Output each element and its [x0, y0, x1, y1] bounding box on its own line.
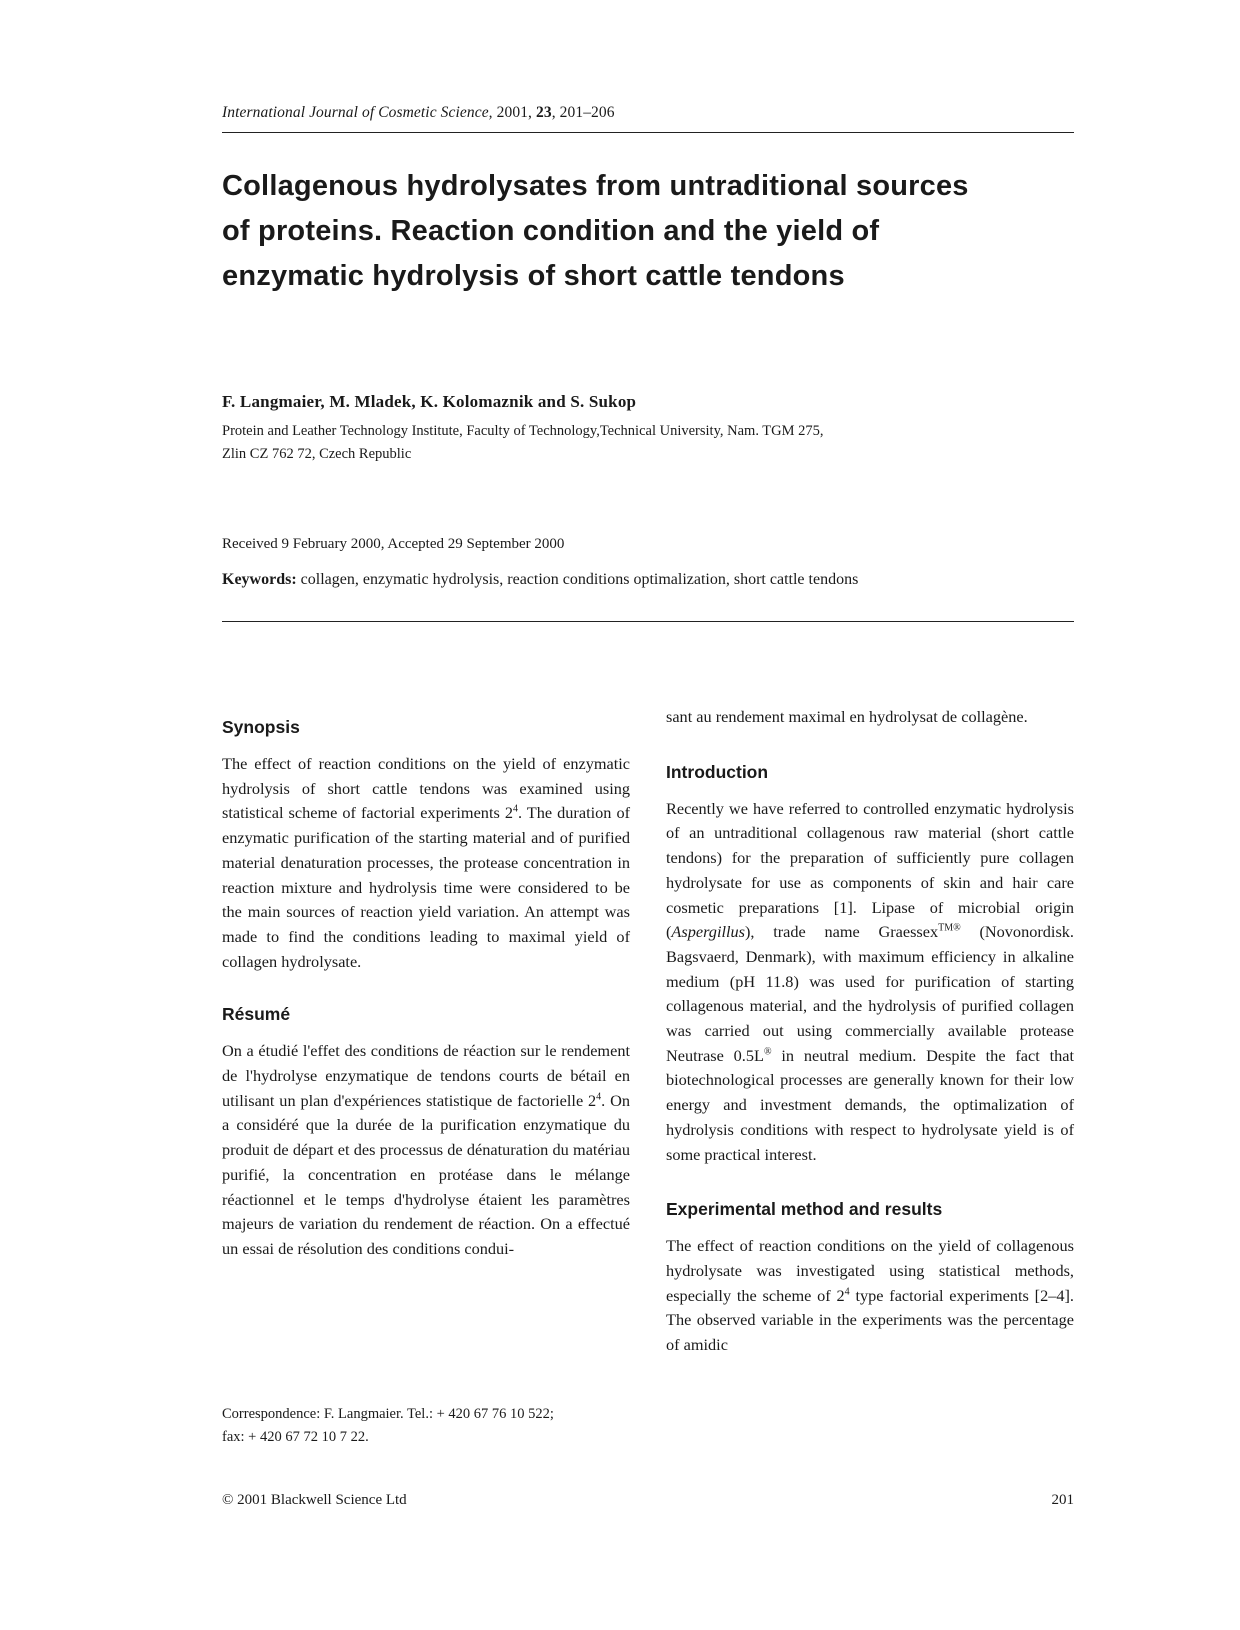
correspondence-line-2: fax: + 420 67 72 10 7 22. — [222, 1429, 369, 1445]
keywords — [222, 571, 1082, 589]
introduction-text-d: in neutral medium. Despite the fact that biotechnological processes are generally known for their low energy and investment demands, the optimalization of hydrolysis conditions with respect to hydrolysate yield is of some practical interest. — [666, 1045, 1074, 1164]
synopsis-heading: Synopsis — [222, 717, 300, 737]
journal-pages: , 201–206 — [551, 104, 615, 121]
journal-volume: 23 — [536, 104, 552, 121]
synopsis-text-a: The effect of reaction conditions on the yield of enzymatic hydrolysis of short cattle tendons was examined using statistical scheme of factorial experiments 2 — [222, 754, 630, 823]
journal-name: International Journal of Cosmetic Science, — [222, 104, 493, 121]
right-column — [666, 705, 1074, 1358]
resume-text-b: . On a considéré que la durée de la purification enzymatique du produit de départ et des processus de dénaturation du matériau purifié, la concentration en protéase dans le mélange réactionnel et le temps d'hydrolyse étaient les paramètres majeurs de variation du rendement de réaction. On a effectué un essai de résolution des conditions condui- — [222, 1090, 630, 1258]
resume-superscript: 4 — [596, 1091, 602, 1103]
abstract-divider — [222, 621, 1074, 622]
correspondence-note — [222, 1403, 642, 1449]
header-divider — [222, 132, 1074, 133]
introduction-paragraph — [666, 797, 1074, 1168]
keywords-label: Keywords: — [222, 571, 297, 588]
resume-heading: Résumé — [222, 1004, 291, 1025]
experimental-paragraph — [666, 1234, 1074, 1358]
affiliation-line-2: Zlin CZ 762 72, Czech Republic — [222, 446, 412, 462]
registered-superscript: ® — [763, 1046, 772, 1058]
left-column — [222, 715, 630, 1262]
experimental-text-b: type factorial experiments [2–4]. The observed variable in the experiments was the percentage of amidic — [666, 1285, 1074, 1355]
resume-paragraph — [222, 1039, 630, 1261]
synopsis-superscript: 4 — [513, 803, 518, 815]
trademark-superscript: TM® — [938, 922, 961, 934]
author-list: F. Langmaier, M. Mladek, K. Kolomaznik and S. Sukop — [222, 392, 637, 411]
introduction-text-c: (Novonordisk. Bagsvaerd, Denmark), with maximum efficiency in alkaline medium (pH 11.8) was used for purification of starting collagenous material, and the hydrolysis of purified collagen was carried out using commercially available protease Neutrase 0.5L — [666, 922, 1074, 1065]
introduction-heading: Introduction — [666, 761, 769, 782]
keywords-text: collagen, enzymatic hydrolysis, reaction conditions optimalization, short cattle tendons — [296, 571, 859, 588]
article-title: Collagenous hydrolysates from untraditional sources of proteins. Reaction condition and the yield of enzymatic hydrolysis of short cattle tendons — [222, 170, 969, 292]
affiliation — [222, 420, 942, 466]
page-number: 201 — [1051, 1492, 1074, 1508]
introduction-text-b: ), trade name Graessex — [745, 922, 939, 942]
received-dates: Received 9 February 2000, Accepted 29 September 2000 — [222, 536, 565, 552]
correspondence-line-1: Correspondence: F. Langmaier. Tel.: + 420 67 76 10 522; — [222, 1406, 554, 1422]
copyright-notice: © 2001 Blackwell Science Ltd — [222, 1492, 407, 1508]
experimental-superscript: 4 — [844, 1286, 850, 1298]
synopsis-text-b: . The duration of enzymatic purification of the starting material and of purified material denaturation processes, the protease concentration in reaction mixture and hydrolysis time were considered to be the main sources of reaction yield variation. An attempt was made to find the conditions leading to maximal yield of collagen hydrolysate. — [222, 803, 631, 971]
experimental-heading: Experimental method and results — [666, 1199, 943, 1220]
resume-text-a: On a étudié l'effet des conditions de réaction sur le rendement de l'hydrolyse enzymatique de tendons courts de bétail en utilisant un plan d'expériences statistique de factorielle 2 — [222, 1041, 630, 1110]
introduction-species: Aspergillus — [671, 922, 745, 942]
running-head — [222, 104, 1072, 122]
affiliation-line-1: Protein and Leather Technology Institute, Faculty of Technology,Technical University, Nam. TGM 275, — [222, 423, 824, 439]
experimental-text-a: The effect of reaction conditions on the yield of collagenous hydrolysate was investigated using statistical methods, especially the scheme of 2 — [666, 1236, 1074, 1305]
introduction-text-a: Recently we have referred to controlled enzymatic hydrolysis of an untraditional collagenous raw material (short cattle tendons) for the preparation of sufficiently pure collagen hydrolysate for use as components of skin and hair care cosmetic preparations [1]. Lipase of microbial origin ( — [666, 798, 1074, 942]
resume-continued: sant au rendement maximal en hydrolysat de collagène. — [666, 707, 1028, 726]
synopsis-paragraph — [222, 752, 630, 974]
journal-year: 2001, — [492, 104, 536, 121]
